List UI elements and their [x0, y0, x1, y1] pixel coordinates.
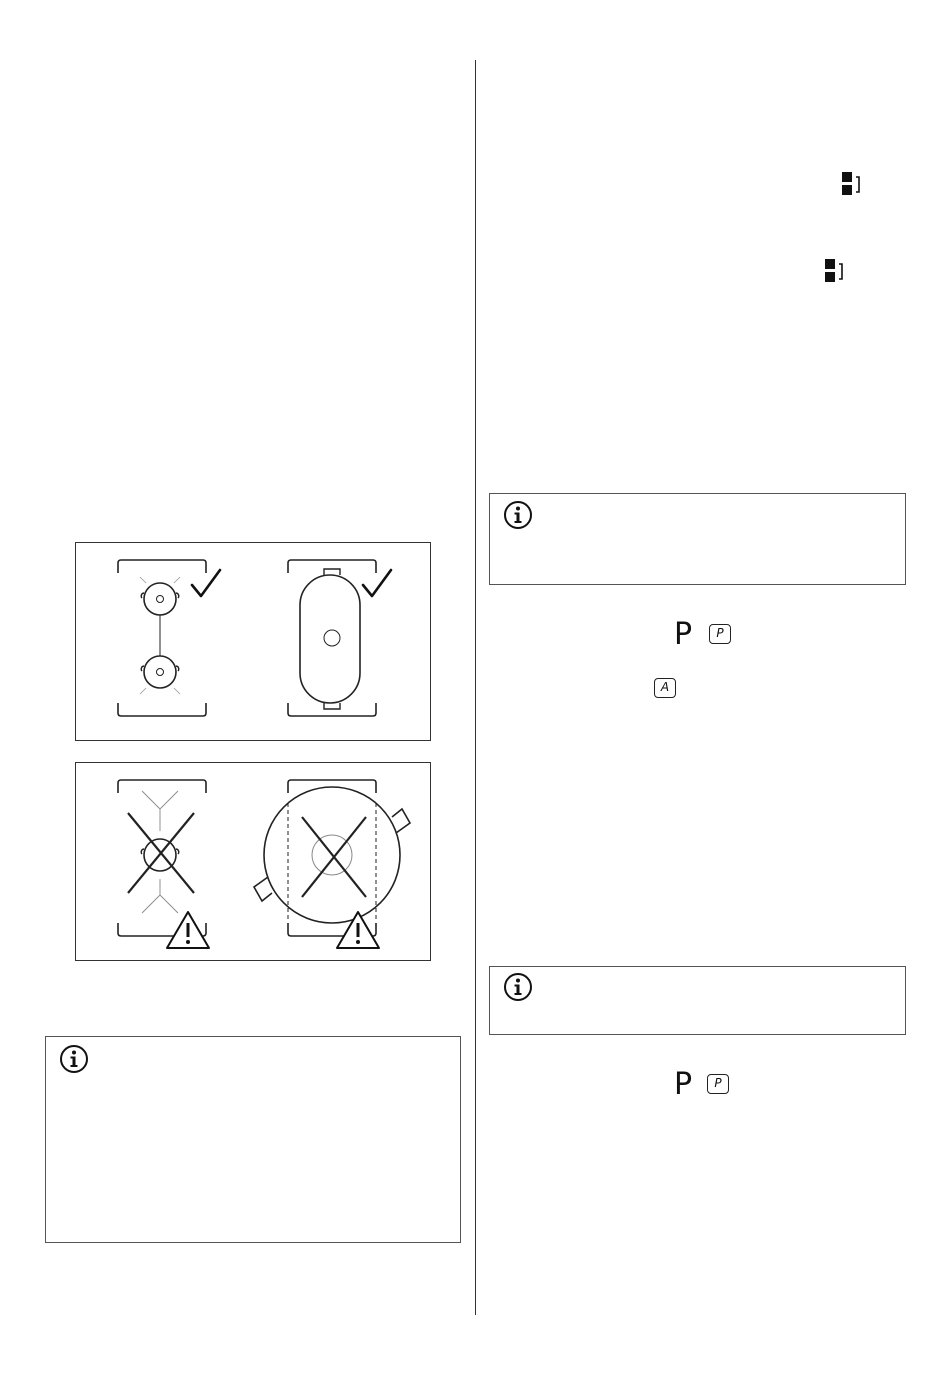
- info-icon: [59, 1044, 89, 1074]
- info-icon: [503, 500, 533, 530]
- power-symbol-large: P: [674, 1067, 693, 1102]
- info-icon: [503, 972, 533, 1002]
- check-icon: [189, 567, 223, 599]
- info-box-right-2: [489, 966, 906, 1035]
- figure-incorrect-placement: [75, 762, 431, 961]
- auto-symbol-display: A: [654, 678, 676, 698]
- warning-icon: [334, 909, 382, 951]
- figure-correct-placement: [75, 542, 431, 741]
- power-symbol-large: P: [674, 617, 693, 652]
- check-icon: [360, 567, 394, 599]
- warning-icon: [164, 909, 212, 951]
- info-box-left: [45, 1036, 461, 1243]
- seg-display-icon: [842, 172, 864, 196]
- power-symbol-display: P: [707, 1074, 729, 1094]
- seg-display-icon: [825, 259, 847, 283]
- info-box-right-1: [489, 493, 906, 585]
- column-divider: [475, 60, 476, 1315]
- power-symbol-display: P: [709, 624, 731, 644]
